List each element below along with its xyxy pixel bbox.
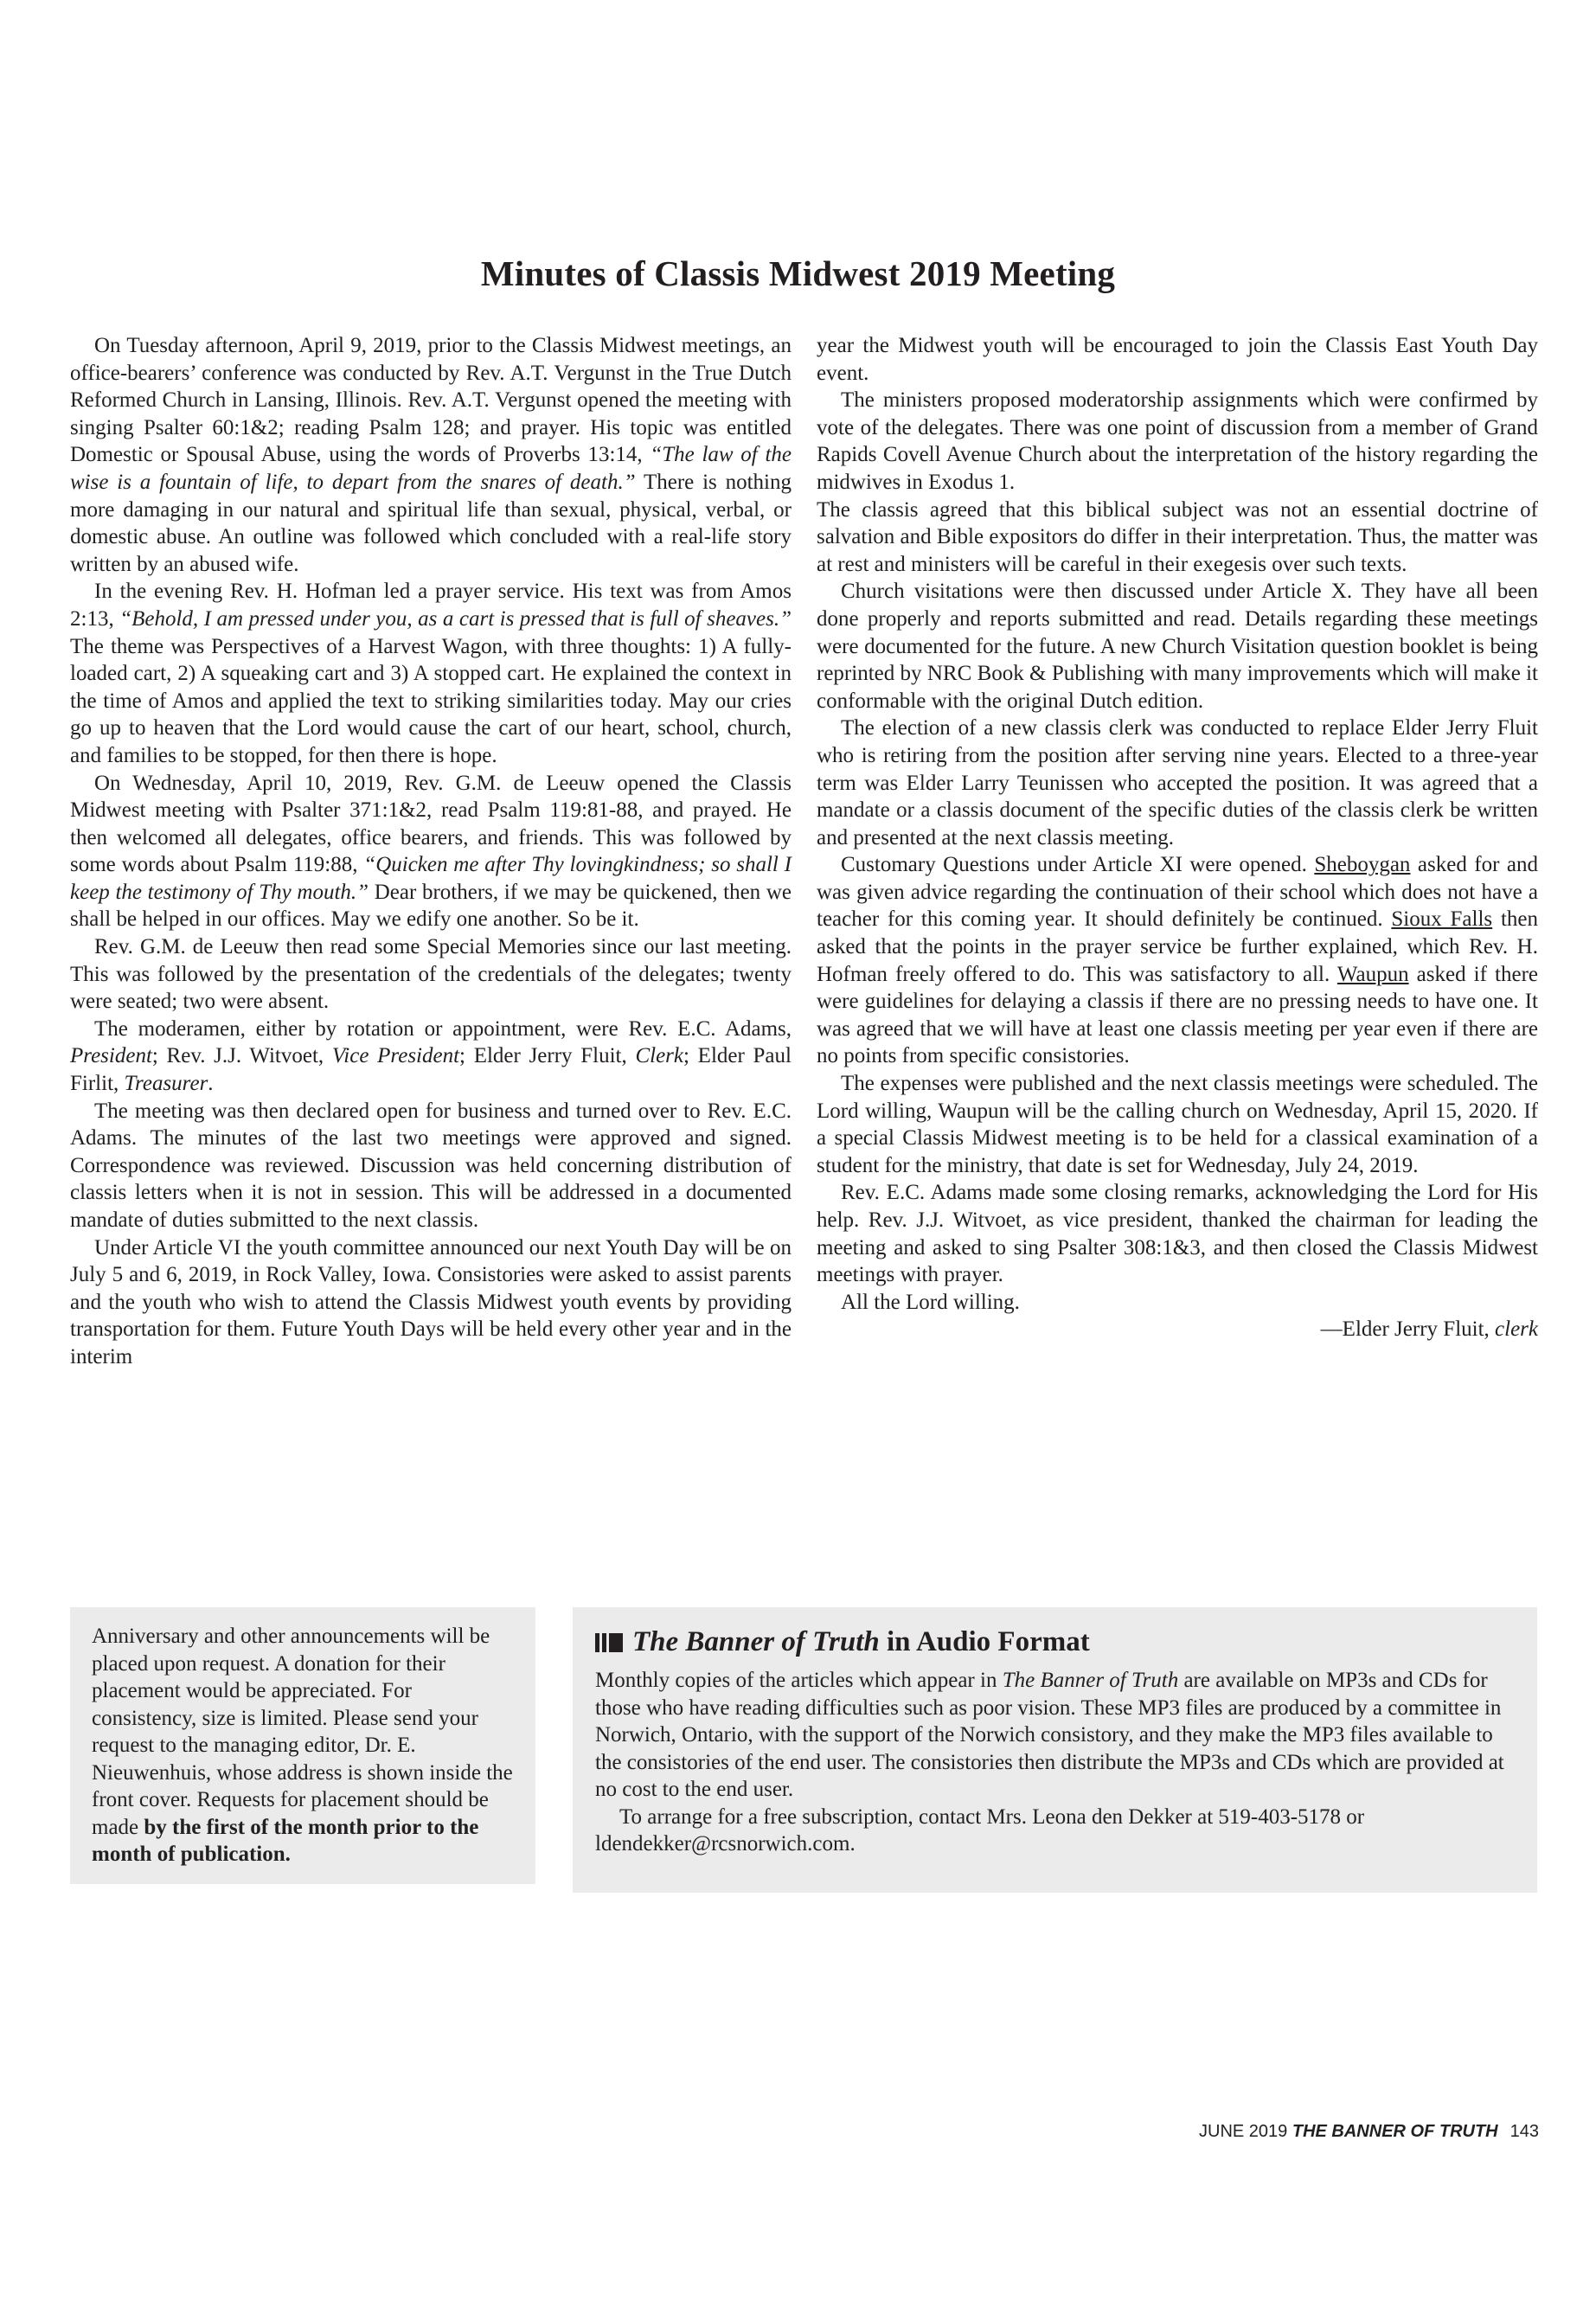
bookmark-bars-icon [595,1631,623,1654]
paragraph: All the Lord willing. [841,1290,1020,1314]
paragraph: In the evening Rev. H. Hofman led a prayer service. His text was from Amos 2:13, “Behold, I am pressed under you, as a cart is pressed that is full of sheaves.” The theme was Perspectives of a Harvest Wagon, with three thoughts: 1) A fully-loaded cart, 2) A squeaking cart and 3) A stopped cart. He explained the context in the time of Amos and applied the text to striking similarities today. May our cries go up to heaven that the Lord would cause the cart of our heart, school, church, and families to be stopped, for then there is hope. [70,580,792,767]
issue-date: JUNE 2019 [1199,2122,1292,2141]
paragraph: The ministers proposed moderatorship assignments which were confirmed by vote of the delegates. There was one point of discussion from a member of Grand Rapids Covell Avenue Church about the interpretation of the history regarding the midwives in Exodus 1. [817,388,1538,494]
magazine-name: THE BANNER OF TRUTH [1292,2122,1498,2141]
paragraph: To arrange for a free subscription, contact Mrs. Leona den Dekker at 519-403-5178 or ldendekker@rcsnorwich.com. [595,1804,1365,1856]
paragraph: Church visitations were then discussed under Article X. They have all been done properly and reports submitted and read. Details regarding these meetings were documented for the future. A new Church Visitation question booklet is being reprinted by NRC Book & Publishing with many improvements which will make it conformable with the original Dutch edition. [817,580,1538,713]
paragraph: The classis agreed that this biblical subject was not an essential doctrine of salvation and Bible expositors do differ in their interpretation. Thus, the matter was at rest and ministers will be careful in their exegesis over such texts. [817,497,1538,576]
page-footer [1199,2122,1539,2142]
article-column-left [70,332,792,1371]
article-title: Minutes of Classis Midwest 2019 Meeting [480,253,1116,293]
article-column-right [817,332,1538,1343]
page-number: 143 [1509,2122,1539,2141]
announcement-text: Anniversary and other announcements will be placed upon request. A donation for their placement would be appreciated. For consistency, size is limited. Please send your request to the managing editor, Dr. E. Nieuwenhuis, whose address is shown inside the front cover. Requests for placement should be made by the first of the month prior to the month of publication. [92,1625,513,1866]
paragraph: Monthly copies of the articles which appear in The Banner of Truth are available on MP3s and CDs for those who have reading difficulties such as poor vision. These MP3 files are produced by a committee in Norwich, Ontario, with the support of the Norwich consistory, and they make the MP3 files available to the consistories of the end user. The consistories then distribute the MP3s and CDs which are provided at no cost to the end user. [595,1669,1504,1801]
audio-format-body [595,1667,1515,1858]
paragraph: The meeting was then declared open for business and turned over to Rev. E.C. Adams. The minutes of the last two meetings were approved and signed. Correspondence was reviewed. Discussion was held concerning distribution of classis letters when it is not in session. This will be addressed in a documented mandate of duties submitted to the next classis. [70,1099,792,1232]
audio-format-title: The Banner of Truth in Audio Format [595,1626,1515,1658]
paragraph: The expenses were published and the next classis meetings were scheduled. The Lord willing, Waupun will be the calling church on Wednesday, April 15, 2020. If a special Classis Midwest meeting is to be held for a classical examination of a student for the ministry, that date is set for Wednesday, July 24, 2019. [817,1072,1538,1177]
audio-format-box [573,1607,1537,1893]
paragraph: Under Article VI the youth committee announced our next Youth Day will be on July 5 and 6, 2019, in Rock Valley, Iowa. Consistories were asked to assist parents and the youth who wish to attend the Classis Midwest youth events by providing transportation for them. Future Youth Days will be held every other year and in the interim [70,1235,792,1368]
paragraph: Customary Questions under Article XI were opened. Sheboygan asked for and was given advice regarding the continuation of their school which does not have a teacher for this coming year. It should definitely be continued. Sioux Falls then asked that the points in the prayer service be further explained, which Rev. H. Hofman freely offered to do. This was satisfactory to all. Waupun asked if there were guidelines for delaying a classis if there are no pressing needs to have one. It was agreed that we will have at least one classis meeting per year even if there are no points from specific consistories. [817,853,1539,1068]
paragraph: The moderamen, either by rotation or appointment, were Rev. E.C. Adams, President; Rev. J.J. Witvoet, Vice President; Elder Jerry Fluit, Clerk; Elder Paul Firlit, Treasurer. [70,1016,792,1096]
announcement-box [70,1607,535,1884]
paragraph: On Tuesday afternoon, April 9, 2019, prior to the Classis Midwest meetings, an office-bearers’ conference was conducted by Rev. A.T. Vergunst in the True Dutch Reformed Church in Lansing, Illinois. Rev. A.T. Vergunst opened the meeting with singing Psalter 60:1&2; reading Psalm 128; and prayer. His topic was entitled Domestic or Spousal Abuse, using the words of Proverbs 13:14, “The law of the wise is a fountain of life, to depart from the snares of death.” There is nothing more damaging in our natural and spiritual life than sexual, physical, verbal, or domestic abuse. An outline was followed which concluded with a real-life story written by an abused wife. [70,334,792,576]
paragraph: Rev. G.M. de Leeuw then read some Special Memories since our last meeting. This was followed by the presentation of the credentials of the delegates; twenty were seated; two were absent. [70,935,792,1014]
paragraph: Rev. E.C. Adams made some closing remarks, acknowledging the Lord for His help. Rev. J.J. Witvoet, as vice president, thanked the chairman for leading the meeting and asked to sing Psalter 308:1&3, and then closed the Classis Midwest meetings with prayer. [817,1181,1538,1287]
paragraph: On Wednesday, April 10, 2019, Rev. G.M. de Leeuw opened the Classis Midwest meeting with Psalter 371:1&2, read Psalm 119:81-88, and prayed. He then welcomed all delegates, office bearers, and friends. This was followed by some words about Psalm 119:88, “Quicken me after Thy lovingkindness; so shall I keep the testimony of Thy mouth.” Dear brothers, if we may be quickened, then we shall be helped in our offices. May we edify one another. So be it. [70,771,792,932]
paragraph: year the Midwest youth will be encouraged to join the Classis East Youth Day event. [817,334,1538,385]
signature: —Elder Jerry Fluit, clerk [1320,1317,1538,1342]
paragraph: The election of a new classis clerk was conducted to replace Elder Jerry Fluit who is retiring from the position after serving nine years. Elected to a three-year term was Elder Larry Teunissen who accepted the position. It was agreed that a mandate or a classis document of the specific duties of the classis clerk be written and presented at the next classis meeting. [817,716,1538,849]
